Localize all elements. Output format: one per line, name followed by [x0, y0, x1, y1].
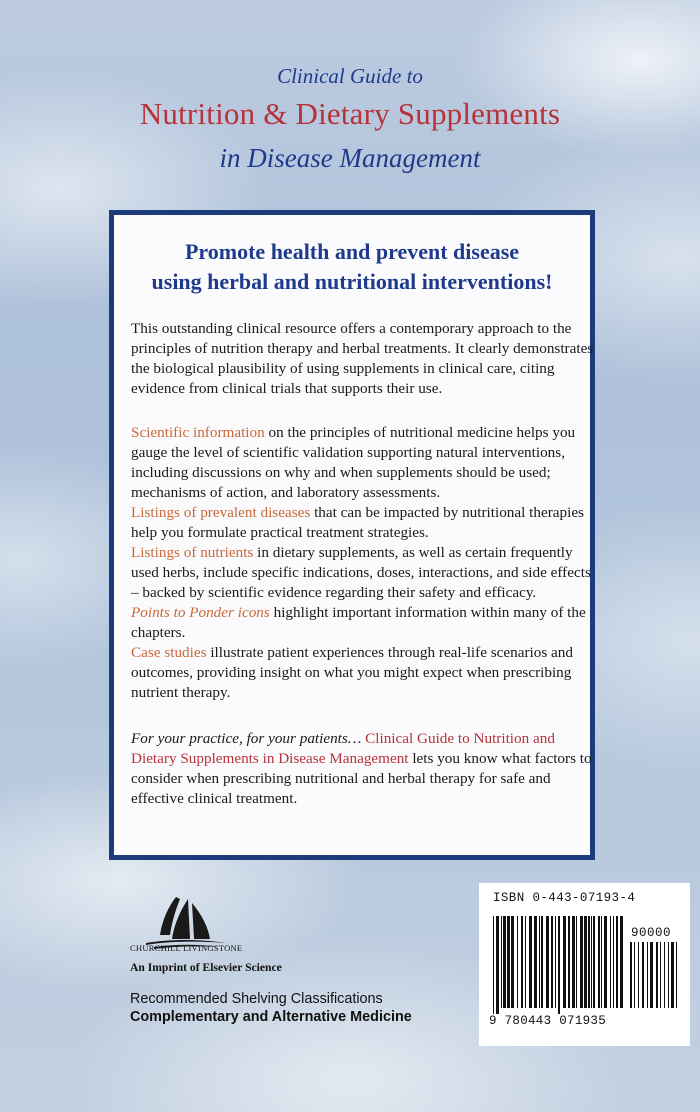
barcode-bar — [660, 942, 661, 1008]
barcode-bar — [521, 916, 523, 1008]
barcode-bar — [517, 916, 518, 1008]
barcode-bar — [539, 916, 540, 1008]
barcode-bar — [638, 942, 639, 1008]
barcode-bar — [507, 916, 510, 1008]
barcode-bar — [541, 916, 543, 1008]
barcode-bar — [650, 942, 653, 1008]
barcode-box — [479, 883, 690, 1046]
barcode-bar — [671, 942, 674, 1008]
shelving-label: Recommended Shelving Classifications — [130, 991, 383, 1007]
barcode-bar — [511, 916, 514, 1008]
closing-paragraph — [131, 729, 597, 809]
barcode-bar — [601, 916, 602, 1008]
headline-line-2: using herbal and nutritional interventions! — [151, 269, 553, 294]
barcode-bar — [529, 916, 532, 1008]
feature-text: that can be impacted by nutritional therapies help you formulate practical treatment strategies. — [131, 504, 584, 541]
barcode-bar — [630, 942, 632, 1008]
panel-headline — [114, 237, 590, 297]
feature-lead: Scientific information — [131, 424, 265, 441]
barcode-bar — [593, 916, 595, 1008]
barcode-bar — [496, 916, 499, 1014]
barcode-bar — [668, 942, 669, 1008]
feature-item — [131, 423, 597, 503]
feature-lead: Listings of nutrients — [131, 544, 254, 561]
barcode-bar — [676, 942, 677, 1008]
publisher-name: CHURCHILL LIVINGSTONE — [130, 943, 243, 953]
feature-text: in dietary supplements, as well as certain frequently used herbs, include specific indications, doses, interactions, and side effects – backed by scientific evidence regarding their safety and efficacy. — [131, 544, 591, 601]
title-line-1: Clinical Guide to — [277, 64, 423, 88]
feature-item — [131, 543, 597, 603]
barcode-bar — [546, 916, 549, 1008]
barcode-bar — [555, 916, 556, 1008]
title-line-3: in Disease Management — [219, 143, 481, 173]
feature-text: illustrate patient experiences through real-life scenarios and outcomes, providing insight on what you might expect when prescribing nutrient therapy. — [131, 644, 573, 701]
feature-lead: Points to Ponder icons — [131, 604, 270, 621]
feature-list — [131, 423, 597, 703]
barcode-bar — [580, 916, 583, 1008]
feature-item — [131, 643, 597, 703]
barcode-bar — [576, 916, 577, 1008]
barcode-bar — [616, 916, 618, 1008]
closing-italic: For your practice, for your patients… — [131, 730, 362, 747]
barcode-bar — [656, 942, 658, 1008]
barcode-bar — [558, 916, 560, 1014]
feature-text: on the principles of nutritional medicine helps you gauge the level of scientific validation supporting natural interventions, including discussions on why and when supplements should be used; mechanisms of action, and laboratory assessments. — [131, 424, 576, 501]
closing-title: Clinical Guide to Nutrition and Dietary Supplements in Disease Management — [131, 730, 555, 767]
isbn-text: ISBN 0-443-07193-4 — [493, 891, 636, 905]
barcode-bar — [647, 942, 648, 1008]
barcode-bars — [493, 916, 626, 1014]
barcode-bar — [620, 916, 623, 1008]
barcode-bar — [501, 916, 502, 1008]
publisher-imprint: An Imprint of Elsevier Science — [130, 961, 282, 974]
title-line-2: Nutrition & Dietary Supplements — [139, 96, 561, 131]
description-panel — [109, 210, 595, 860]
feature-text: highlight important information within many of the chapters. — [131, 604, 586, 641]
barcode-bar — [588, 916, 590, 1008]
barcode-bar — [563, 916, 566, 1008]
barcode-bar — [534, 916, 537, 1008]
barcode-bar — [642, 942, 644, 1008]
feature-item — [131, 503, 597, 543]
feature-lead: Listings of prevalent diseases — [131, 504, 311, 521]
barcode-bar — [568, 916, 570, 1008]
barcode-addon-bars — [630, 942, 680, 1014]
closing-text: lets you know what factors to consider when prescribing nutritional and herbal therapy for safe and effective clinical treatment. — [131, 750, 592, 807]
feature-lead: Case studies — [131, 644, 207, 661]
barcode-bar — [604, 916, 607, 1008]
barcode-bar — [598, 916, 600, 1008]
barcode-bar — [591, 916, 592, 1008]
barcode-bar — [664, 942, 665, 1008]
ean-digits: 9 780443 071935 — [489, 1014, 607, 1028]
barcode-bar — [525, 916, 526, 1008]
barcode-bar — [572, 916, 575, 1008]
barcode-bar — [493, 916, 494, 1014]
headline-line-1: Promote health and prevent disease — [184, 239, 520, 264]
barcode-bar — [503, 916, 506, 1008]
barcode-bar — [634, 942, 635, 1008]
barcode-bar — [551, 916, 553, 1008]
barcode-bar — [584, 916, 587, 1008]
barcode-bar — [613, 916, 614, 1008]
shelving-category: Complementary and Alternative Medicine — [130, 1009, 412, 1025]
intro-paragraph: This outstanding clinical resource offers a contemporary approach to the principles of nutrition therapy and herbal treatments. It clearly demonstrates the biological plausibility of using supplements in clinical care, citing evidence from clinical trials that supports their use. — [131, 320, 594, 397]
barcode-bar — [610, 916, 611, 1008]
feature-item — [131, 603, 597, 643]
price-code: 90000 — [631, 926, 672, 940]
